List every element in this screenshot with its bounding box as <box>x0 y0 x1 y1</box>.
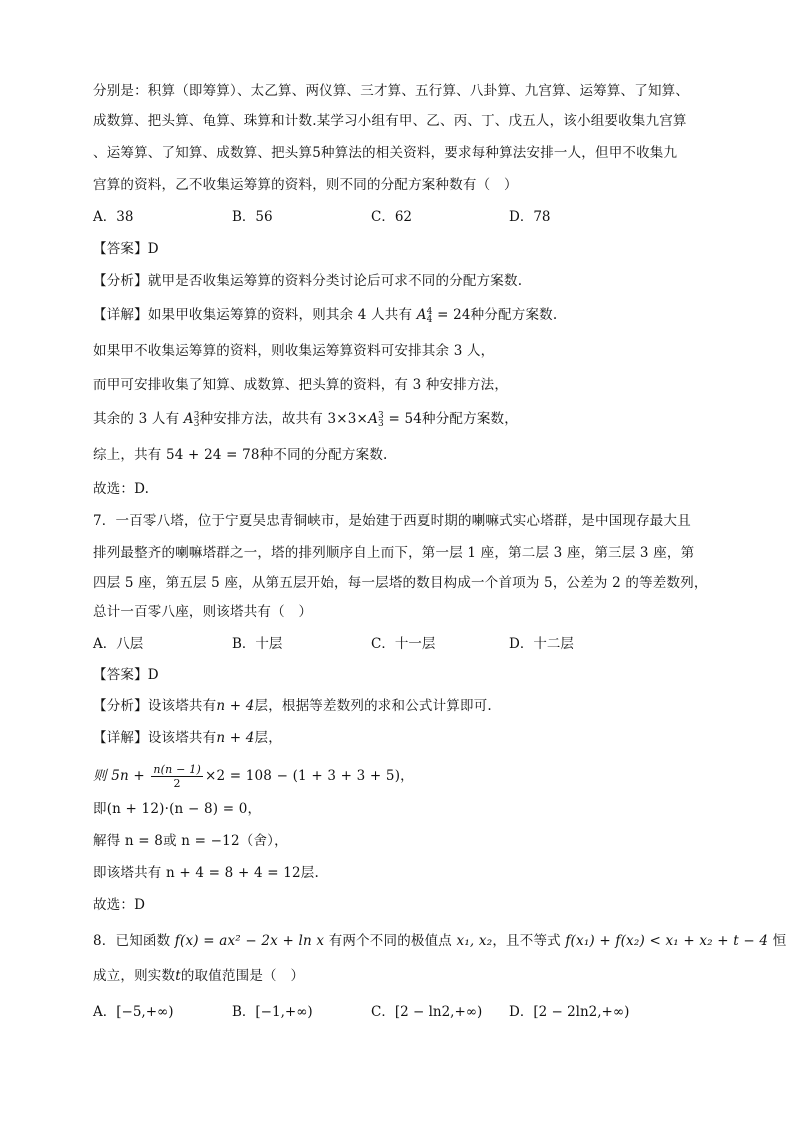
q7-detail-text: 层， <box>254 730 282 746</box>
math-sub: 3 <box>193 418 200 429</box>
q7-analysis-text: 设该塔共有 <box>147 698 217 714</box>
q7-detail-line-1 <box>93 729 282 747</box>
q6-stem-line-2: 成数算、把头算、龟算、珠算和计数.某学习小组有甲、乙、丙、丁、戊五人，该小组要收集九宫算 <box>93 113 687 129</box>
q6-detail-text: 如果甲收集运筹算的资料，则其余 4 人共有 <box>147 307 417 323</box>
q7-equation-4: 即该塔共有 n + 4 = 8 + 4 = 12层. <box>93 865 319 881</box>
math-expr: t <box>175 968 181 984</box>
q6-option-a: A．38 <box>93 209 134 225</box>
math-sub: 4 <box>426 314 433 325</box>
q6-detail-text: 种安排方法，故共有 3×3× <box>199 411 369 427</box>
analysis-tag: 【分析】 <box>93 698 148 714</box>
math-expr: f(x) = ax² − 2x + ln x <box>174 933 325 949</box>
q6-option-d: D．78 <box>509 209 551 225</box>
math-sup: 3 <box>193 410 200 421</box>
q6-option-c: C．62 <box>371 209 413 225</box>
q8-option-d: D．[2 − 2ln2,+∞) <box>509 1004 630 1020</box>
q6-stem-line-4: 宫算的资料，乙不收集运筹算的资料，则不同的分配方案种数有（ ） <box>93 177 518 193</box>
q7-answer: 【答案】D <box>93 667 159 683</box>
q8-stem-line-1 <box>93 932 786 950</box>
math-expr: f(x₁) + f(x₂) < x₁ + x₂ + t − 4 <box>565 933 769 949</box>
math-expr: n + 4 <box>216 730 255 746</box>
q6-choose: 故选：D. <box>93 481 150 497</box>
q6-analysis-text: 就甲是否收集运筹算的资料分类讨论后可求不同的分配方案数. <box>147 273 523 289</box>
q7-option-b: B．十层 <box>232 636 283 652</box>
q6-option-b: B．56 <box>232 209 273 225</box>
q7-stem-line-4: 总计一百零八座，则该塔共有（ ） <box>93 604 313 620</box>
q8-option-a: A．[−5,+∞) <box>93 1004 174 1020</box>
detail-tag: 【详解】 <box>93 730 148 746</box>
q6-stem-line-3: 、运筹算、了知算、成数算、把头算5种算法的相关资料，要求每种算法安排一人，但甲不收集九 <box>93 145 678 161</box>
q7-stem-line-2: 排列最整齐的喇嘛塔群之一，塔的排列顺序自上而下，第一层 1 座，第二层 3 座，第三层 3 座，第 <box>93 545 695 561</box>
q6-detail-text: 其余的 3 人有 <box>93 411 184 427</box>
q6-detail-text: = 54种分配方案数， <box>383 411 518 427</box>
q8-stem-text: 成立，则实数 <box>93 968 176 984</box>
q6-detail-line-4 <box>93 410 518 428</box>
math-a: A <box>416 307 427 323</box>
math-a: A <box>183 411 194 427</box>
q6-detail-line-3: 而甲可安排收集了知算、成数算、把头算的资料，有 3 种安排方法， <box>93 377 509 393</box>
q7-analysis-text: 层，根据等差数列的求和公式计算即可. <box>254 698 492 714</box>
math-sub: 3 <box>378 418 384 429</box>
q7-equation-3: 解得 n = 8或 n = −12（舍）， <box>93 833 288 849</box>
q6-answer: 【答案】D <box>93 241 159 257</box>
q7-option-c: C．十一层 <box>371 636 436 652</box>
q8-stem-line-2 <box>93 967 304 985</box>
detail-tag: 【详解】 <box>93 307 148 323</box>
q8-stem-text: 8．已知函数 <box>93 933 175 949</box>
q6-stem-line-1: 分别是：积算（即筹算）、太乙算、两仪算、三才算、五行算、八卦算、九宫算、运筹算、了知算、 <box>93 83 690 99</box>
q7-choose: 故选：D <box>93 897 146 913</box>
math-expr: n + 4 <box>216 698 255 714</box>
q6-detail-line-2: 如果甲不收集运筹算的资料，则收集运筹算资料可安排其余 3 人， <box>93 343 495 359</box>
q7-option-a: A．八层 <box>93 636 144 652</box>
q7-detail-text: 设该塔共有 <box>147 730 217 746</box>
math-expr: ×2 = 108 − (1 + 3 + 3 + 5)， <box>204 768 414 784</box>
q8-stem-text: 的取值范围是（ ） <box>180 968 305 984</box>
q7-stem-line-1: 7．一百零八塔，位于宁夏吴忠青铜峡市，是始建于西夏时期的喇嘛式实心塔群，是中国现存最大且 <box>93 513 691 529</box>
math-a: A <box>368 411 379 427</box>
math-expr: 则 5n + <box>93 768 150 784</box>
math-expr: x₁, x₂ <box>456 933 493 949</box>
q8-option-b: B．[−1,+∞) <box>232 1004 313 1020</box>
fraction <box>151 763 203 790</box>
q8-stem-text: ，且不等式 <box>492 933 566 949</box>
q7-equation-1 <box>93 762 414 790</box>
q6-detail-text: = 24种分配方案数. <box>432 307 558 323</box>
q8-stem-text: 有两个不同的极值点 <box>324 933 457 949</box>
q7-stem-line-3: 四层 5 座，第五层 5 座，从第五层开始，每一层塔的数目构成一个首项为 5，公差为 2 的等差数列， <box>93 575 708 591</box>
analysis-tag: 【分析】 <box>93 273 148 289</box>
q7-option-d: D．十二层 <box>509 636 574 652</box>
q6-analysis <box>93 272 522 290</box>
fraction-numerator: n(n − 1) <box>153 763 201 776</box>
q6-detail-line-5: 综上，共有 54 + 24 = 78种不同的分配方案数. <box>93 447 388 463</box>
fraction-denominator: 2 <box>173 777 181 790</box>
q7-equation-2: 即(n + 12)·(n − 8) = 0， <box>93 801 262 817</box>
q8-option-c: C．[2 − ln2,+∞) <box>371 1004 483 1020</box>
math-sup: 4 <box>426 306 433 317</box>
q8-stem-text: 恒 <box>768 933 787 949</box>
q6-detail-line-1 <box>93 306 557 324</box>
q7-analysis <box>93 697 492 715</box>
math-sup: 3 <box>378 410 384 421</box>
